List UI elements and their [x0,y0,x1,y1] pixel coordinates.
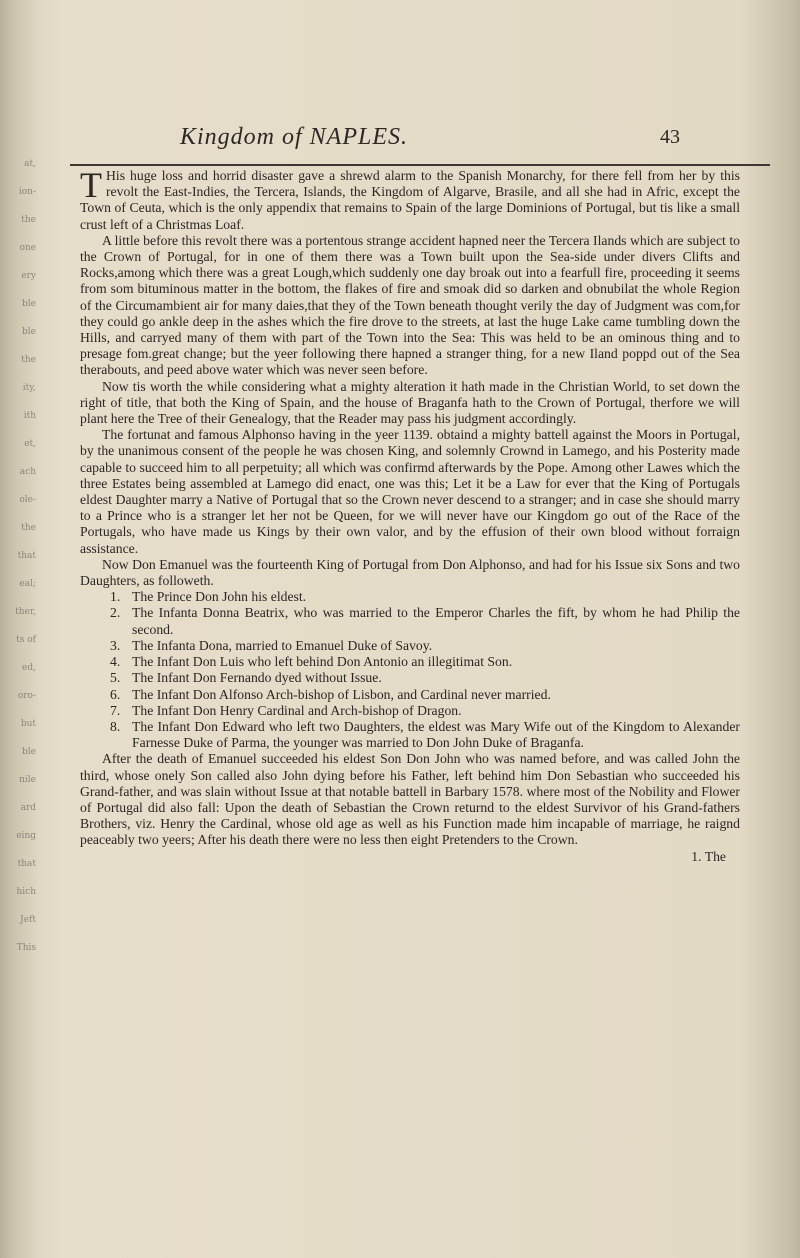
facing-page-bleed-through [0,0,40,1258]
list-item [80,670,740,686]
body-text [80,165,740,865]
list-number: 7. [110,702,121,718]
bleed-fragment: ts of [16,635,36,645]
page-title: Kingdom of NAPLES. [180,123,409,150]
bleed-fragment: one [19,243,36,253]
bleed-fragment: ed, [22,663,36,673]
paragraph: The fortunat and famous Alphonso having in the yeer 1139. obtaind a mighty battell against the Moors in Portugal, by the unanimous consent of the people he was chosen King, and solemnly Crownd in Lamego, and his Posterity made capable to succeed him to all perpetuity; all which was confirmd afterwards by the Pope. Among other Lawes which the three Estates being assembled at Lamego did enact, one was this; Let it be a Law for ever that the King of Portugals eldest Daughter marry a Native of Portugal that so the Crown never descend to a stranger; and in case she should marry to a Prince who is a stranger let her not be Queen, for we will never have our Kingdom go out of the Race of the Portugals, who have made us Kings by their own valor, and by the effusion of their own blood without forraign assistance. [80,427,740,556]
bleed-fragment: oro- [17,691,36,701]
list-item [80,605,740,637]
bleed-fragment: ard [20,803,36,813]
issue-list [80,589,740,751]
list-number: 3. [110,637,121,653]
bleed-fragment: at, [24,159,36,169]
list-text: The Infant Don Alfonso Arch-bishop of Lisbon, and Cardinal never married. [132,686,551,702]
paragraph: Now Don Emanuel was the fourteenth King of Portugal from Don Alphonso, and had for his Issue six Sons and two Daughters, as followeth. [80,556,740,589]
bleed-fragment: ole- [19,495,36,505]
list-text: The Infanta Dona, married to Emanuel Duke of Savoy. [132,637,433,653]
running-header [70,110,770,166]
paragraph: Now tis worth the while considering what a mighty alteration it hath made in the Christian World, to set down the right of title, that both the King of Spain, and the house of Braganfa hath to the Crown of Portugal, therfore we will plant here the Tree of their Genealogy, that the Reader may pass his judgment accordingly. [80,378,740,427]
list-item [80,703,740,719]
bleed-fragment: ity, [22,383,36,393]
list-number: 8. [110,718,121,734]
list-number: 6. [110,686,121,702]
list-text: The Prince Don John his eldest. [132,589,307,605]
list-item [80,687,740,703]
bleed-fragment: ble [22,747,36,757]
bleed-fragment: Jeft [20,915,36,925]
bleed-fragment: the [21,215,36,225]
bleed-fragment: eal; [19,579,36,589]
paragraph: After the death of Emanuel succeeded his eldest Son Don John who was named before, and was called John the third, whose onely Son called also John dying before his Father, left behind him Don Sebastian who succeeded his Grand-father, and was slain without Issue at that notable battell in Barbary 1578. where most of the Nobility and Flower of Portugal did also fall: Upon the death of Sebastian the Crown returnd to the eldest Survivor of his Grand-fathers Brothers, viz. Henry the Cardinal, whose old age as well as his Function made him incapable of marriage, he raignd peaceably two yeers; After his death there were no less then eight Pretenders to the Crown. [80,751,740,848]
page-number: 43 [660,125,680,148]
list-text: The Infanta Donna Beatrix, who was married to the Emperor Charles the fift, by whom he had Philip the second. [132,605,740,637]
list-number: 5. [110,670,121,686]
paragraph: A little before this revolt there was a portentous strange accident hapned neer the Tercera Ilands which are subject to the Crown of Portugal, for in one of them there was a Town built upon the Sea-side under divers Clifts and Rocks,among which there was a great Lough,which suddenly one day broak out into a fearfull fire, proceeding it seems from som bituminous matter in the bottom, the flakes of fire and smoak did so darken and obnubilat the whole Region of the Circumambient air for many daies,that they of the Town beneath thought verily the day of Judgment was com,for they could go ankle deep in the ashes which the fire drove to the streets, at last the huge Lake came tumbling down the Hills, and carryed many of them with part of the Town into the Sea: This was held to be an ominous thing and to presage fom.great change; but the yeer following there hapned a stranger thing, for a new Iland poppd out of the Sea therabouts, and peed above water which was never seen before. [80,232,740,378]
list-item [80,638,740,654]
bleed-fragment: that [17,859,36,869]
bleed-fragment: ach [19,467,36,477]
list-item [80,719,740,751]
bleed-fragment: eing [16,831,36,841]
bleed-fragment: ery [21,271,36,281]
bleed-fragment: that [17,551,36,561]
drop-cap: T [80,165,102,205]
list-number: 2. [110,605,121,621]
page [70,110,770,1230]
bleed-fragment: hich [16,887,36,897]
list-text: The Infant Don Luis who left behind Don Antonio an illegitimat Son. [132,654,513,670]
bleed-fragment: but [20,719,36,729]
bleed-fragment: ion- [18,187,36,197]
list-text: The Infant Don Fernando dyed without Issue. [132,670,382,686]
list-number: 1. [110,589,121,605]
paragraph [80,165,740,233]
list-item [80,654,740,670]
list-text: The Infant Don Henry Cardinal and Arch-bishop of Dragon. [132,702,462,718]
bleed-fragment: ith [23,411,36,421]
bleed-fragment: ther, [15,607,36,617]
list-text: The Infant Don Edward who left two Daughters, the eldest was Mary Wife out of the Kingdom to Alexander Farnesse Duke of Parma, the younger was married to Don John Duke of Braganfa. [132,718,740,751]
paragraph-text: His huge loss and horrid disaster gave a shrewd alarm to the Spanish Monarchy, for there fell from her by this revolt the East-Indies, the Tercera, Islands, the Kingdom of Algarve, Brasile, and all she had in Afric, except the Town of Ceuta, which is the only appendix that remains to Spain of the large Dominions of Portugal, but tis like a small crust left of a Christmas Loaf. [80,168,740,232]
list-number: 4. [110,654,121,670]
bleed-fragment: ble [22,299,36,309]
bleed-fragment: the [21,523,36,533]
bleed-fragment: nile [19,775,36,785]
bleed-fragment: ble [22,327,36,337]
list-item [80,589,740,605]
bleed-fragment: This [16,943,36,953]
catchword: 1. The [691,848,726,864]
bleed-fragment: et, [24,439,36,449]
bleed-fragment: the [21,355,36,365]
